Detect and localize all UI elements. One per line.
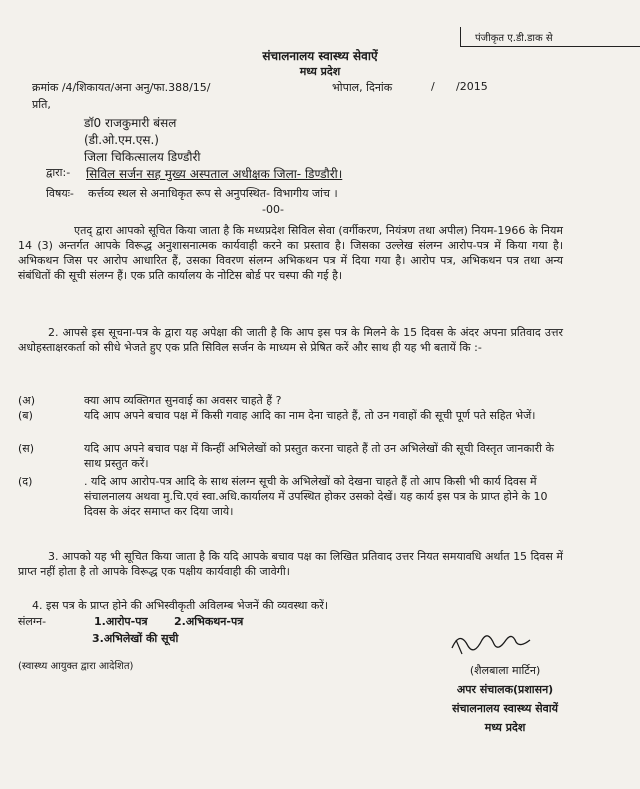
signatory-office: संचालनालय स्वास्थ्य सेवायें [452, 702, 558, 715]
enclosure-label: संलग्न- [18, 615, 47, 628]
subject-label: विषयः- [46, 187, 74, 200]
subject-text: कर्त्तव्य स्थल से अनाधिकृत रूप से अनुपस्थित- विभागीय जांच । [88, 187, 338, 200]
via-label: द्वारा:- [46, 166, 71, 179]
item-label: (ब) [18, 409, 33, 422]
enclosure-item: 2.अभिकथन-पत्र [174, 615, 244, 628]
item-text: क्या आप व्यक्तिगत सुनवाई का अवसर चाहते हैं ? [84, 394, 282, 407]
signatory-name: (शैलबाला मार्टिन) [469, 664, 541, 677]
item-text: यदि आप अपने बचाव पक्ष में किसी गवाह आदि का नाम देना चाहते हैं, तो उन गवाहों की सूची पूर्ण पते सहित भेजें। [84, 409, 536, 422]
office-title: संचालनालय स्वास्थ्य सेवाऐं [262, 49, 378, 63]
item-label: (स) [18, 442, 35, 455]
recipient-office: जिला चिकित्सालय डिण्डौरी [84, 150, 201, 164]
registered-post-tag: पंजीकृत ए.डी.डाक से [460, 27, 640, 47]
recipient-name: डॉ0 राजकुमारी बंसल [84, 116, 177, 130]
signatory-designation: अपर संचालक(प्रशासन) [456, 683, 554, 696]
to-label: प्रति, [32, 98, 51, 111]
recipient-designation: (डी.ओ.एम.एस.) [84, 133, 159, 147]
item-text: यदि आप अपने बचाव पक्ष में किन्हीं अभिलेखों को प्रस्तुत करना चाहते हैं तो उन अभिलेखों की सूची विस्तृत जानकारी के साथ प्रस्तुत करें। [84, 442, 554, 470]
reference-number: क्रमांक /4/शिकायत/अना अनु/फा.388/15/ [32, 81, 211, 94]
signatory-block [452, 661, 558, 737]
order-note: (स्वास्थ्य आयुक्त द्वारा आदेशित) [18, 661, 134, 672]
paragraph-3: 3. आपको यह भी सूचित किया जाता है कि यदि आपके बचाव पक्ष का लिखित प्रतिवाद उत्तर नियत समयावधि अर्थात 15 दिवस में प्राप्त नहीं होता है तो आपके विरूद्ध एक पक्षीय कार्यवाही की जावेगी। [18, 550, 563, 578]
place-date-label: भोपाल, दिनांक [332, 81, 393, 94]
divider-mark: -00- [262, 203, 284, 216]
paragraph-2: 2. आपसे इस सूचना-पत्र के द्वारा यह अपेक्षा की जाती है कि आप इस पत्र के मिलने के 15 दिवस के अंदर अपना प्रतिवाद उत्तर अधोहस्ताक्षरकर्ता को सीधे भेजते हुए एक प्रति सिविल सर्जन के माध्यम से प्रेषित करें और साथ ही यह भी बतायें कि :- [18, 326, 563, 354]
item-label: (द) [18, 475, 33, 488]
state-title: मध्य प्रदेश [299, 65, 341, 78]
paragraph-1: एतद् द्वारा आपको सूचित किया जाता है कि मध्यप्रदेश सिविल सेवा (वर्गीकरण, नियंत्रण तथा अपील) नियम-1966 के नियम 14 (3) अन्तर्गत आपके विरूद्ध अनुशासनात्मक कार्यवाही करने का प्रस्ताव है। जिसका उल्लेख संलग्न आरोप-पत्र में किया गया है। अभिकथन जिस पर आरोप आधारित हैं, उसका विवरण संलग्न अभिकथन पत्र में दिया गया है। आरोप पत्र, अभिकथन पत्र तथा अन्य संबंधितों की सूची संलग्न हैं। एक प्रति कार्यालय के नोटिस बोर्ड पर चस्पा की गई है। [18, 224, 563, 282]
item-label: (अ) [18, 394, 35, 407]
enclosure-item: 3.अभिलेखों की सूची [92, 632, 179, 645]
enclosure-item: 1.आरोप-पत्र [94, 615, 148, 628]
year: /2015 [456, 80, 488, 93]
signatory-state: मध्य प्रदेश [484, 721, 526, 734]
via-text: सिविल सर्जन सह मुख्य अस्पताल अधीक्षक जिला- डिण्डौरी। [86, 167, 343, 181]
date-separator: / [431, 80, 435, 93]
paragraph-4: 4. इस पत्र के प्राप्त होने की अभिस्वीकृती अविलम्ब भेजनें की व्यवस्था करें। [32, 599, 329, 612]
item-text: . यदि आप आरोप-पत्र आदि के साथ संलग्न सूची के अभिलेखों को देखना चाहते हैं तो आप किसी भी कार्य दिवस में संचालनालय अथवा मु.चि.एवं स्वा.अधि.कार्यालय में उपस्थित होकर उसको देखें। यह कार्य इस पत्र के प्राप्त होने के 10 दिवस के अंदर समाप्त कर दिया जाये। [84, 475, 548, 518]
